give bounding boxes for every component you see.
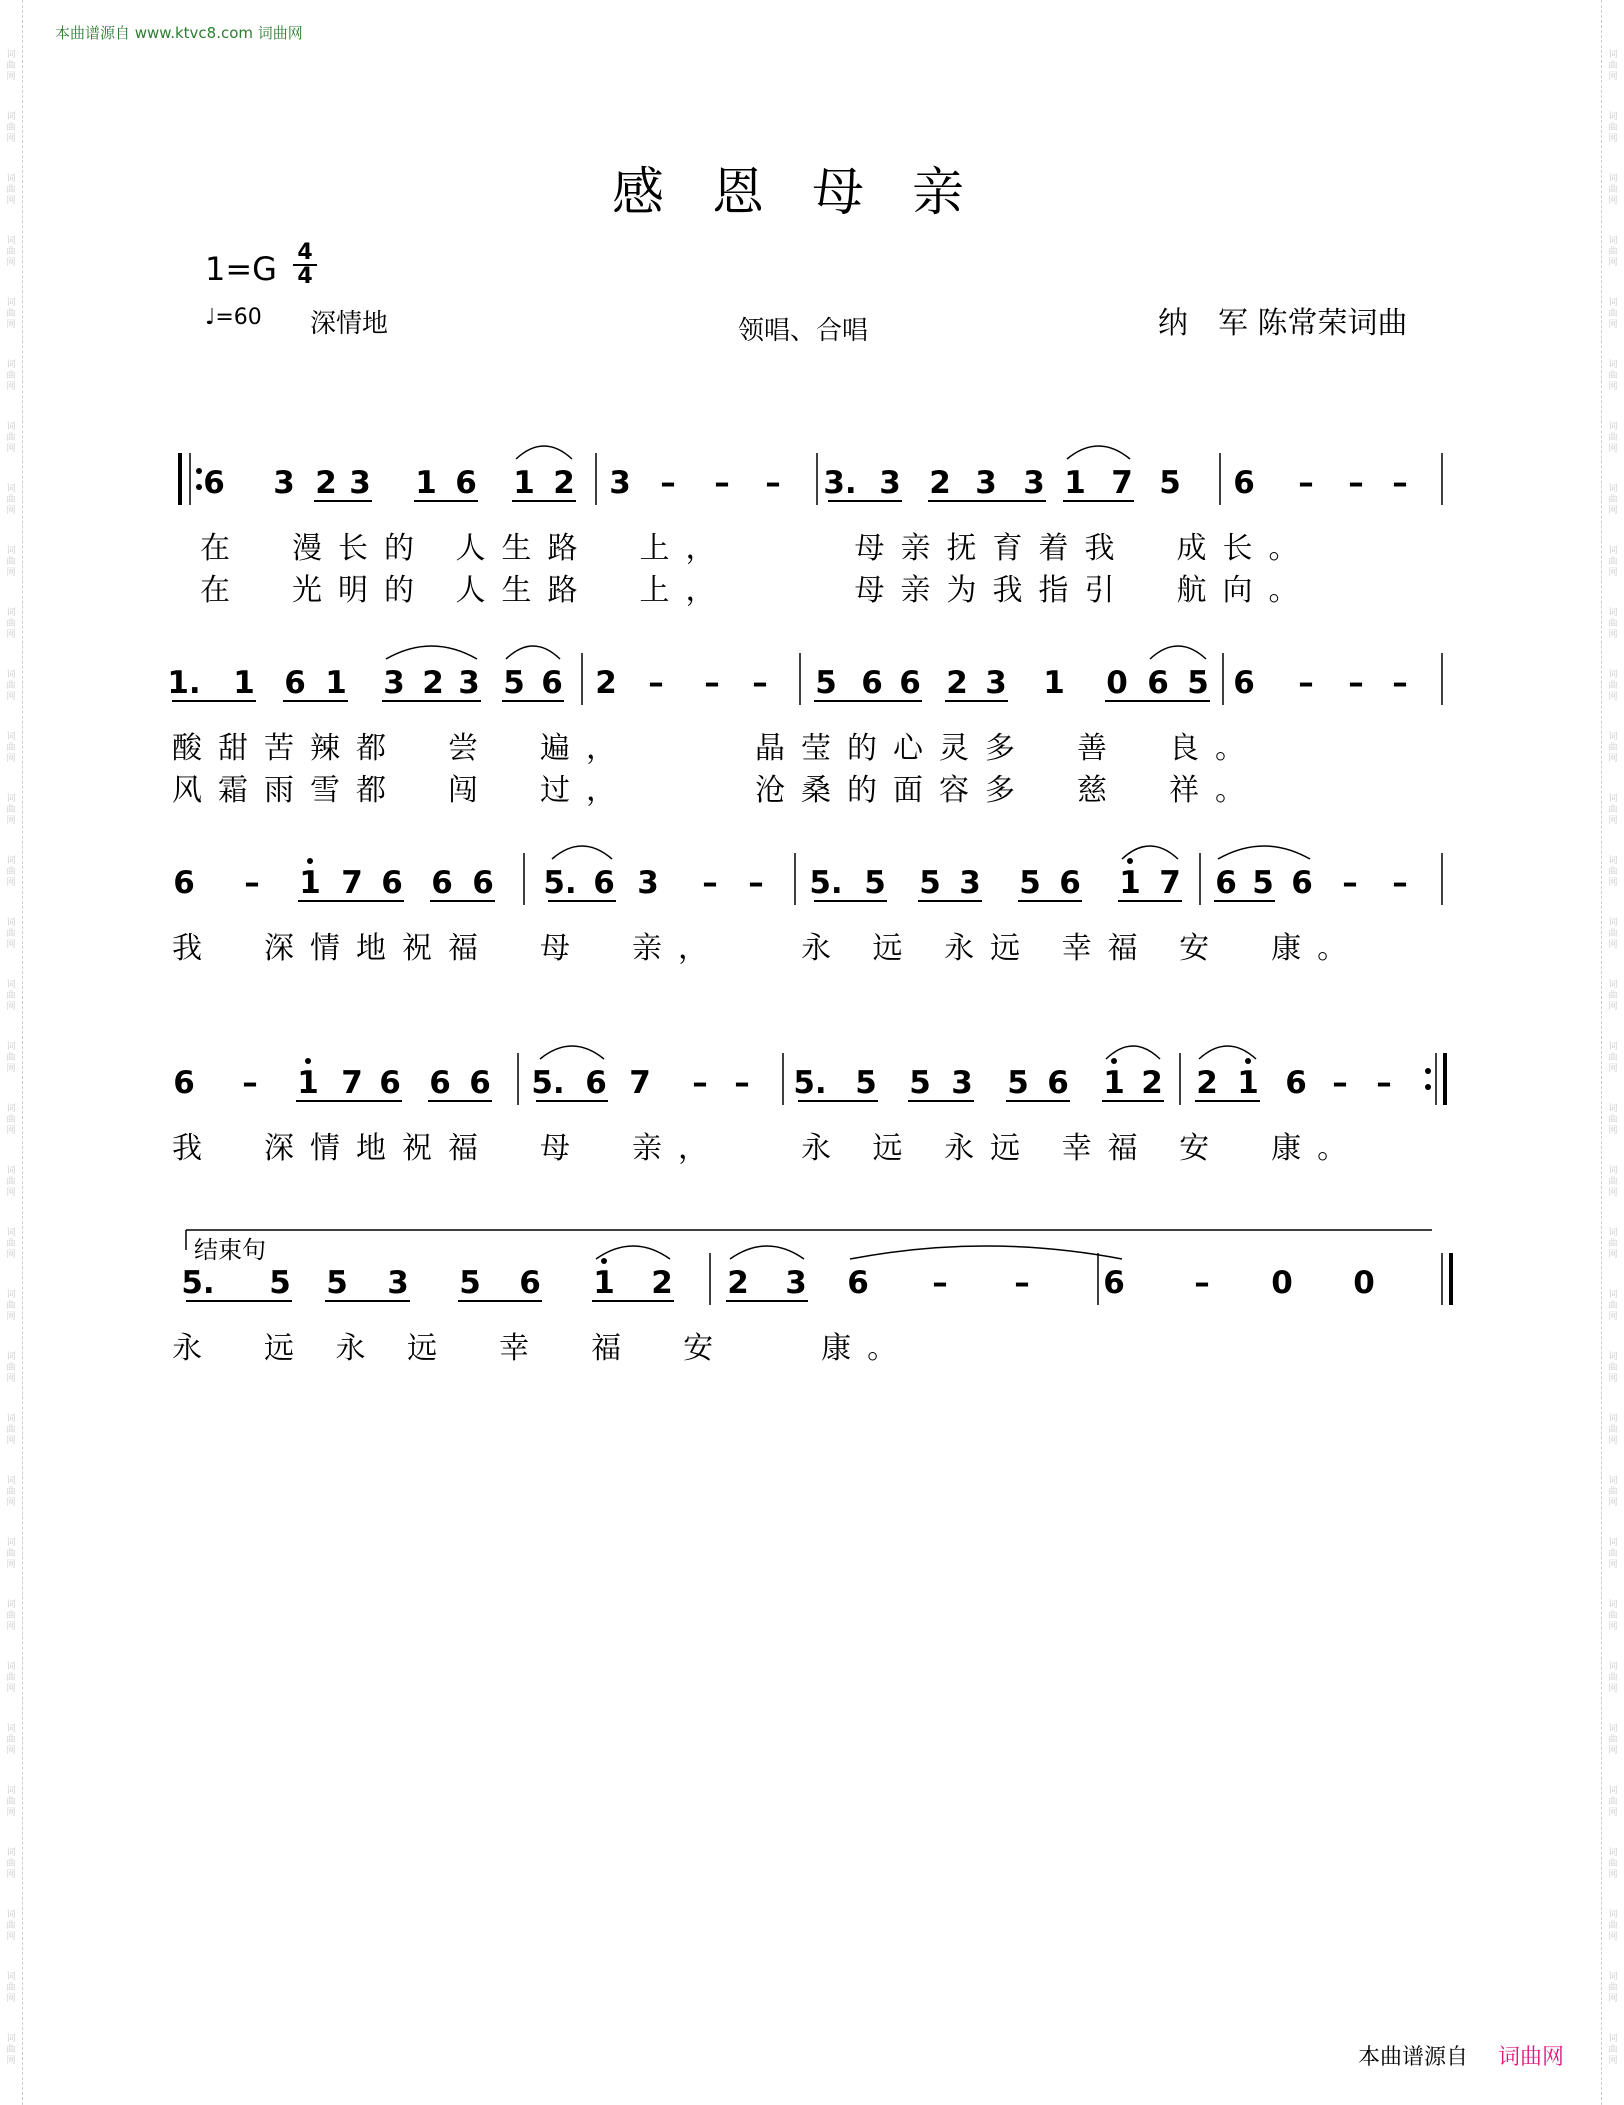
lyric-line: 我 深情地祝福 母 亲， 永 远 永远 幸福 安 康。 (172, 931, 1364, 966)
watermark-text: 词 曲 网 (1608, 1538, 1618, 1570)
watermark-text: 词 曲 网 (6, 1538, 16, 1570)
repeat-dot (1425, 1068, 1431, 1074)
watermark-text: 词 曲 网 (6, 1724, 16, 1756)
note: 5 (815, 665, 837, 701)
footer-site: 词曲网 (1498, 2045, 1565, 2070)
watermark-text: 词 曲 网 (1608, 1724, 1618, 1756)
expression-marking: 深情地 (310, 309, 389, 339)
extension-dash: – (748, 865, 764, 901)
note: 5. (531, 1065, 565, 1101)
octave-up-dot (305, 1058, 311, 1064)
extension-dash: – (242, 1065, 258, 1101)
extension-dash: – (1392, 865, 1408, 901)
watermark-text: 词 曲 网 (1608, 1166, 1618, 1198)
note: 7 (341, 865, 363, 901)
note: 3 (959, 865, 981, 901)
note: 6 (847, 1265, 869, 1301)
slur (506, 646, 560, 659)
extension-dash: – (1298, 465, 1314, 501)
extension-dash: – (714, 465, 730, 501)
slur (516, 446, 572, 459)
note: 5. (793, 1065, 827, 1101)
note: 6 (1047, 1065, 1069, 1101)
note: 6 (381, 865, 403, 901)
note: 5 (1019, 865, 1041, 901)
tempo-marking: ♩=60 (205, 305, 262, 330)
watermark-text: 词 曲 网 (6, 1166, 16, 1198)
repeat-dot (196, 484, 202, 490)
lyric-line: 在 漫长的 人生路 上， 母亲抚育着我 成长。 (200, 531, 1315, 566)
note: 5. (543, 865, 577, 901)
note: 2 (1141, 1065, 1163, 1101)
note: 6 (1285, 1065, 1307, 1101)
watermark-text: 词 曲 网 (6, 608, 16, 640)
slur (540, 1046, 604, 1059)
watermark-text: 词 曲 网 (1608, 856, 1618, 888)
extension-dash: – (1298, 665, 1314, 701)
note: 1 (1237, 1065, 1259, 1101)
source-line: 本曲谱源自 www.ktvc8.com 词曲网 (55, 24, 303, 42)
watermark-text: 词 曲 网 (6, 236, 16, 268)
performance-note: 领唱、合唱 (738, 316, 869, 346)
note: 0 (1353, 1265, 1375, 1301)
note: 6 (1291, 865, 1313, 901)
watermark-text: 词 曲 网 (1608, 670, 1618, 702)
watermark-text: 词 曲 网 (6, 422, 16, 454)
watermark-text: 词 曲 网 (1608, 794, 1618, 826)
extension-dash: – (702, 865, 718, 901)
note: 1. (167, 665, 201, 701)
watermark-text: 词 曲 网 (1608, 360, 1618, 392)
extension-dash: – (1392, 665, 1408, 701)
note: 5 (909, 1065, 931, 1101)
watermark-text: 词 曲 网 (1608, 2034, 1618, 2066)
watermark-text: 词 曲 网 (6, 856, 16, 888)
note: 6 (585, 1065, 607, 1101)
watermark-text: 词 曲 网 (1608, 608, 1618, 640)
note: 2 (946, 665, 968, 701)
watermark-text: 词 曲 网 (6, 360, 16, 392)
ending-label: 结束句 (194, 1236, 266, 1264)
note: 6 (379, 1065, 401, 1101)
note: 5 (855, 1065, 877, 1101)
extension-dash: – (1348, 665, 1364, 701)
note: 6 (899, 665, 921, 701)
watermark-text: 词 曲 网 (6, 1414, 16, 1446)
note: 6 (429, 1065, 451, 1101)
watermark-text: 词 曲 网 (6, 50, 16, 82)
repeat-dot (1425, 1084, 1431, 1090)
lyric-line: 永 远 永 远 幸 福 安 康。 (172, 1331, 914, 1366)
slur (1218, 846, 1310, 859)
note: 3. (823, 465, 857, 501)
note: 3 (609, 465, 631, 501)
meter-top: 4 (297, 240, 313, 265)
note: 1 (297, 1065, 319, 1101)
watermark-text: 词 曲 网 (1608, 1228, 1618, 1260)
watermark-text: 词 曲 网 (1608, 732, 1618, 764)
watermark-text: 词 曲 网 (1608, 1910, 1618, 1942)
watermark-text: 词 曲 网 (1608, 1104, 1618, 1136)
watermark-text: 词 曲 网 (1608, 1476, 1618, 1508)
watermark-text: 词 曲 网 (1608, 1600, 1618, 1632)
note: 3 (879, 465, 901, 501)
note: 3 (387, 1265, 409, 1301)
footer-source: 本曲谱源自 (1358, 2045, 1469, 2070)
slur (1106, 1046, 1160, 1059)
note: 5 (459, 1265, 481, 1301)
watermark-text: 词 曲 网 (6, 1662, 16, 1694)
note: 1 (593, 1265, 615, 1301)
watermark-text: 词 曲 网 (6, 980, 16, 1012)
slur (1199, 1046, 1256, 1059)
extension-dash: – (704, 665, 720, 701)
octave-up-dot (601, 1258, 607, 1264)
extension-dash: – (1014, 1265, 1030, 1301)
note: 6 (431, 865, 453, 901)
extension-dash: – (648, 665, 664, 701)
note: 6 (541, 665, 563, 701)
watermark-text: 词 曲 网 (1608, 236, 1618, 268)
note: 3 (985, 665, 1007, 701)
watermark-text: 词 曲 网 (6, 174, 16, 206)
score-marks (167, 446, 1451, 1366)
note: 1 (1103, 1065, 1125, 1101)
watermark-text: 词 曲 网 (6, 298, 16, 330)
slur (386, 646, 477, 659)
watermark-text: 词 曲 网 (6, 918, 16, 950)
lyric-line: 在 光明的 人生路 上， 母亲为我指引 航向。 (200, 573, 1315, 608)
watermark-text: 词 曲 网 (6, 1848, 16, 1880)
watermark-text: 词 曲 网 (1608, 1786, 1618, 1818)
key-signature: 1=G (205, 250, 277, 288)
watermark-text: 词 曲 网 (6, 1786, 16, 1818)
note: 5 (1007, 1065, 1029, 1101)
note: 5 (503, 665, 525, 701)
watermark-text: 词 曲 网 (6, 546, 16, 578)
slur (1122, 846, 1178, 859)
note: 6 (1147, 665, 1169, 701)
note: 6 (1233, 465, 1255, 501)
lyric-line: 风霜雨雪都 闯 过， 沧桑的面容多 慈 祥。 (172, 773, 1261, 808)
watermark-text: 词 曲 网 (1608, 1352, 1618, 1384)
extension-dash: – (932, 1265, 948, 1301)
watermark-text: 词 曲 网 (6, 732, 16, 764)
note: 6 (593, 865, 615, 901)
note: 2 (595, 665, 617, 701)
extension-dash: – (1348, 465, 1364, 501)
extension-dash: – (1332, 1065, 1348, 1101)
note: 1 (299, 865, 321, 901)
extension-dash: – (734, 1065, 750, 1101)
note: 0 (1271, 1265, 1293, 1301)
watermark-text: 词 曲 网 (6, 794, 16, 826)
note: 3 (349, 465, 371, 501)
composer-credit: 纳 军 陈常荣词曲 (1158, 306, 1408, 341)
note: 7 (629, 1065, 651, 1101)
watermark-text: 词 曲 网 (1608, 546, 1618, 578)
watermark-text: 词 曲 网 (6, 1476, 16, 1508)
note: 5 (1252, 865, 1274, 901)
note: 5. (181, 1265, 215, 1301)
note: 3 (1023, 465, 1045, 501)
extension-dash: – (1376, 1065, 1392, 1101)
note: 7 (341, 1065, 363, 1101)
watermark-text: 词 曲 网 (6, 1290, 16, 1322)
watermark-text: 词 曲 网 (1608, 174, 1618, 206)
watermark-text: 词 曲 网 (1608, 1662, 1618, 1694)
lyric-line: 酸甜苦辣都 尝 遍， 晶莹的心灵多 善 良。 (172, 731, 1261, 766)
extension-dash: – (244, 865, 260, 901)
note: 3 (975, 465, 997, 501)
note: 3 (785, 1265, 807, 1301)
slur (1150, 646, 1206, 659)
note: 6 (203, 465, 225, 501)
note: 5 (269, 1265, 291, 1301)
watermark-text: 词 曲 网 (6, 1042, 16, 1074)
extension-dash: – (1392, 465, 1408, 501)
song-title: 感恩母亲 (611, 163, 1012, 223)
note: 3 (273, 465, 295, 501)
slur (850, 1246, 1122, 1259)
note: 1 (1064, 465, 1086, 501)
note: 5. (809, 865, 843, 901)
note: 7 (1159, 865, 1181, 901)
note: 6 (173, 865, 195, 901)
note: 0 (1106, 665, 1128, 701)
slur (730, 1246, 804, 1259)
extension-dash: – (660, 465, 676, 501)
note: 5 (1159, 465, 1181, 501)
note: 2 (553, 465, 575, 501)
note: 1 (415, 465, 437, 501)
note: 6 (1103, 1265, 1125, 1301)
note: 6 (284, 665, 306, 701)
watermark-text: 词 曲 网 (6, 484, 16, 516)
note: 6 (1233, 665, 1255, 701)
watermark-text: 词 曲 网 (1608, 298, 1618, 330)
slur (1067, 446, 1130, 459)
note: 1 (233, 665, 255, 701)
note: 2 (727, 1265, 749, 1301)
note: 6 (455, 465, 477, 501)
watermark-text: 词 曲 网 (1608, 1848, 1618, 1880)
slur (596, 1246, 670, 1259)
note: 1 (1119, 865, 1141, 901)
watermark-text: 词 曲 网 (1608, 422, 1618, 454)
note: 6 (469, 1065, 491, 1101)
note: 2 (422, 665, 444, 701)
note: 3 (951, 1065, 973, 1101)
octave-up-dot (1127, 858, 1133, 864)
note: 1 (325, 665, 347, 701)
note: 7 (1111, 465, 1133, 501)
extension-dash: – (1194, 1265, 1210, 1301)
slur (552, 846, 612, 859)
extension-dash: – (752, 665, 768, 701)
extension-dash: – (765, 465, 781, 501)
note: 6 (472, 865, 494, 901)
watermark-text: 词 曲 网 (6, 670, 16, 702)
note: 6 (1215, 865, 1237, 901)
watermark-text: 词 曲 网 (1608, 1972, 1618, 2004)
note: 2 (315, 465, 337, 501)
note: 5 (326, 1265, 348, 1301)
note: 5 (919, 865, 941, 901)
watermark-text: 词 曲 网 (6, 1600, 16, 1632)
watermark-text: 词 曲 网 (6, 1910, 16, 1942)
watermark-text: 词 曲 网 (6, 1972, 16, 2004)
watermark-text: 词 曲 网 (6, 1228, 16, 1260)
octave-up-dot (1245, 1058, 1251, 1064)
note: 1 (1043, 665, 1065, 701)
note: 3 (383, 665, 405, 701)
watermark-text: 词 曲 网 (1608, 112, 1618, 144)
meter-bottom: 4 (297, 264, 313, 289)
note: 6 (519, 1265, 541, 1301)
watermark-text: 词 曲 网 (1608, 980, 1618, 1012)
note: 5 (1187, 665, 1209, 701)
watermark-text: 词 曲 网 (1608, 1042, 1618, 1074)
note: 1 (513, 465, 535, 501)
watermark-text: 词 曲 网 (1608, 1414, 1618, 1446)
note: 2 (929, 465, 951, 501)
watermark-text: 词 曲 网 (6, 112, 16, 144)
lyric-line: 我 深情地祝福 母 亲， 永 远 永远 幸福 安 康。 (172, 1131, 1364, 1166)
extension-dash: – (1342, 865, 1358, 901)
note: 6 (861, 665, 883, 701)
watermark-text: 词 曲 网 (1608, 918, 1618, 950)
repeat-dot (196, 468, 202, 474)
note: 6 (1059, 865, 1081, 901)
watermark-text: 词 曲 网 (6, 2034, 16, 2066)
watermark-text: 词 曲 网 (1608, 50, 1618, 82)
watermark-text: 词 曲 网 (1608, 1290, 1618, 1322)
watermark-text: 词 曲 网 (6, 1104, 16, 1136)
note: 6 (173, 1065, 195, 1101)
octave-up-dot (307, 858, 313, 864)
octave-up-dot (1111, 1058, 1117, 1064)
watermark-text: 词 曲 网 (6, 1352, 16, 1384)
note: 2 (651, 1265, 673, 1301)
note: 2 (1196, 1065, 1218, 1101)
note: 3 (637, 865, 659, 901)
note: 3 (458, 665, 480, 701)
extension-dash: – (692, 1065, 708, 1101)
note: 5 (864, 865, 886, 901)
watermark-text: 词 曲 网 (1608, 484, 1618, 516)
